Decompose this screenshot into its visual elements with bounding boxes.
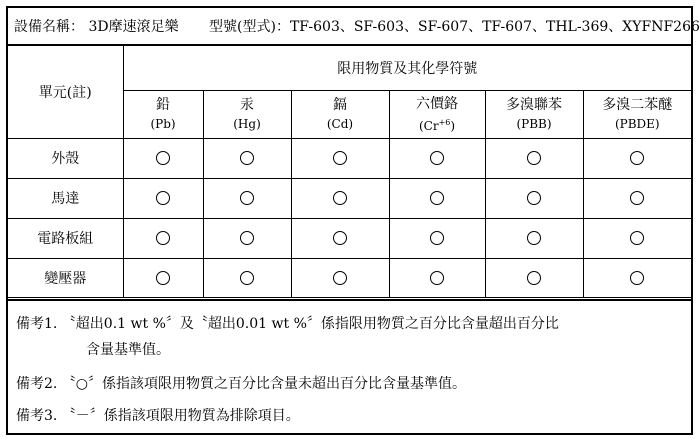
- unit-name: 電路板組: [8, 218, 123, 258]
- substance-header: 多溴聯苯 (PBB): [485, 90, 583, 138]
- status-cell: [203, 218, 291, 258]
- circle-mark-icon: [430, 231, 444, 245]
- status-cell: [291, 138, 389, 178]
- unit-name: 馬達: [8, 178, 123, 218]
- circle-mark-icon: [430, 191, 444, 205]
- group-header: 限用物質及其化學符號: [123, 46, 691, 90]
- note-1-continuation: 含量基準值。: [86, 342, 170, 358]
- circle-mark-icon: [630, 191, 644, 205]
- status-cell: [389, 258, 485, 297]
- status-cell: [389, 218, 485, 258]
- circle-mark-icon: [156, 231, 170, 245]
- status-cell: [485, 178, 583, 218]
- circle-mark-icon: [527, 191, 541, 205]
- table-row: [8, 138, 691, 178]
- unit-header: 單元(註): [8, 46, 123, 138]
- status-cell: [485, 218, 583, 258]
- status-cell: [583, 258, 691, 297]
- unit-name: 外殼: [8, 138, 123, 178]
- circle-mark-icon: [156, 151, 170, 165]
- status-cell: [123, 258, 203, 297]
- circle-mark-icon: [156, 191, 170, 205]
- status-cell: [291, 178, 389, 218]
- note-2: 備考2. 〝○〞係指該項限用物質之百分比含量未超出百分比含量基準值。: [16, 376, 467, 392]
- status-cell: [203, 138, 291, 178]
- circle-mark-icon: [240, 271, 254, 285]
- circle-mark-icon: [430, 271, 444, 285]
- status-cell: [203, 258, 291, 297]
- table-row: [8, 178, 691, 218]
- status-cell: [389, 178, 485, 218]
- substance-header: 鎘 (Cd): [291, 90, 389, 138]
- circle-mark-icon: [333, 271, 347, 285]
- circle-mark-icon: [527, 231, 541, 245]
- circle-mark-icon: [156, 271, 170, 285]
- substance-header: 六價鉻 $(Cr^{+6})$: [389, 90, 485, 138]
- circle-mark-icon: [527, 151, 541, 165]
- status-cell: [485, 138, 583, 178]
- status-cell: [583, 178, 691, 218]
- circle-mark-icon: [240, 231, 254, 245]
- substance-header: 多溴二苯醚 (PBDE): [583, 90, 691, 138]
- status-cell: [203, 178, 291, 218]
- status-cell: [389, 138, 485, 178]
- title-bar: [8, 8, 700, 46]
- unit-name: 變壓器: [8, 258, 123, 297]
- status-cell: [291, 258, 389, 297]
- status-cell: [583, 218, 691, 258]
- substance-header: 鉛 (Pb): [123, 90, 203, 138]
- status-cell: [123, 138, 203, 178]
- circle-mark-icon: [527, 271, 541, 285]
- table-row: [8, 258, 691, 297]
- circle-mark-icon: [430, 151, 444, 165]
- circle-mark-icon: [630, 271, 644, 285]
- circle-mark-icon: [630, 151, 644, 165]
- status-cell: [583, 138, 691, 178]
- device-name: 設備名稱： 3D摩速滾足樂: [14, 19, 179, 35]
- circle-mark-icon: [333, 191, 347, 205]
- remarks-section: [8, 299, 691, 433]
- restricted-substances-table: [8, 46, 691, 298]
- rohs-declaration: [6, 6, 700, 435]
- note-3: 備考3. 〝－〞係指該項限用物質為排除項目。: [16, 408, 300, 424]
- status-cell: [485, 258, 583, 297]
- model-numbers: 型號(型式)：TF-603、SF-603、SF-607、TF-607、THL-369、XYFNF266: [209, 19, 700, 35]
- status-cell: [123, 218, 203, 258]
- status-cell: [123, 178, 203, 218]
- note-1: 備考1. 〝超出0.1 wt %〞及〝超出0.01 wt %〞係指限用物質之百分比含量超出百分比: [16, 316, 559, 332]
- circle-mark-icon: [240, 191, 254, 205]
- circle-mark-icon: [240, 151, 254, 165]
- substance-header: 汞 (Hg): [203, 90, 291, 138]
- status-cell: [291, 218, 389, 258]
- circle-mark-icon: [333, 231, 347, 245]
- circle-mark-icon: [333, 151, 347, 165]
- circle-mark-icon: [630, 231, 644, 245]
- table-row: [8, 218, 691, 258]
